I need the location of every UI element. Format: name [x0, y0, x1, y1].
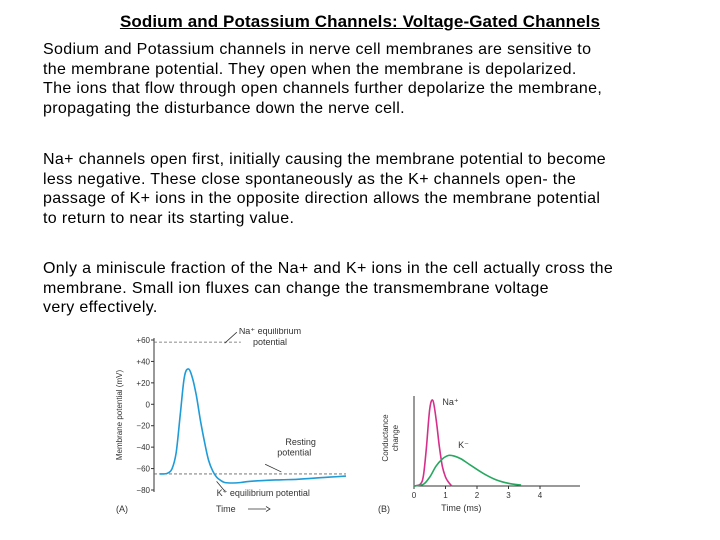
conductance-chart [372, 392, 602, 524]
paragraph-line: passage of K+ ions in the opposite direction allows the membrane potential [43, 190, 601, 207]
paragraph-line: Only a miniscule fraction of the Na+ and K+ ions in the cell actually cross the [43, 260, 614, 277]
paragraph-line: The ions that flow through open channels further depolarize the membrane, [43, 80, 603, 97]
y-axis-label: Conductance [381, 414, 390, 462]
paragraph-line: membrane. Small ion fluxes can change the transmembrane voltage [43, 279, 549, 297]
y-tick-label: 0 [145, 400, 150, 410]
paragraph-line: to return to near its starting value. [43, 209, 295, 227]
panel-label-b: (B) [378, 504, 390, 514]
k-conductance-curve [414, 455, 521, 486]
resting-potential-label: potential [277, 447, 312, 458]
y-axis-label: Membrane potential (mV) [115, 369, 124, 461]
paragraph-line: very effectively. [43, 299, 158, 316]
x-tick-label: 0 [411, 491, 417, 500]
na-equilibrium-label: potential [253, 337, 288, 348]
paragraph-line: less negative. These close spontaneously as the K+ channels open- the [43, 170, 577, 188]
y-tick-label: +40 [136, 357, 150, 367]
x-tick-label: 4 [537, 491, 543, 500]
x-axis-label: Time (ms) [441, 503, 482, 513]
paragraph-line: propagating the disturbance down the nerve cell. [43, 99, 405, 117]
paragraph-3 [43, 259, 703, 318]
x-tick-label: 3 [506, 491, 511, 500]
x-tick-label: 1 [443, 491, 448, 500]
y-tick-label: −40 [136, 443, 150, 453]
y-tick-label: −60 [136, 464, 150, 474]
resting-potential-label: Resting [285, 437, 316, 447]
resting-potential-leader-line [265, 464, 281, 472]
na-equilibrium-leader-line [225, 332, 237, 343]
series-label-na: Na⁺ [442, 397, 459, 407]
y-tick-label: +60 [136, 336, 150, 345]
paragraph-1 [43, 40, 703, 118]
na-equilibrium-label: Na⁺ equilibrium [238, 328, 302, 337]
y-tick-label: −80 [136, 486, 150, 495]
y-axis-label: change [391, 424, 400, 452]
x-tick-label: 2 [474, 491, 480, 500]
x-axis-arrow-head [266, 507, 270, 512]
panel-label-a: (A) [116, 504, 128, 514]
y-tick-label: −20 [136, 421, 150, 431]
paragraph-line: the membrane potential. They open when the membrane is depolarized. [43, 60, 577, 78]
action-potential-chart [108, 328, 353, 526]
paragraph-line: Na+ channels open first, initially causing the membrane potential to become [43, 151, 606, 168]
k-equilibrium-label: K⁺ equilibrium potential [216, 488, 310, 498]
paragraph-2 [43, 150, 703, 228]
y-tick-label: +20 [136, 378, 150, 388]
x-axis-label: Time [216, 504, 236, 514]
membrane-potential-curve [160, 369, 346, 483]
slide-title: Sodium and Potassium Channels: Voltage-Gated Channels [119, 12, 601, 31]
series-label-k: K⁻ [458, 440, 469, 451]
paragraph-line: Sodium and Potassium channels in nerve cell membranes are sensitive to [43, 41, 592, 58]
